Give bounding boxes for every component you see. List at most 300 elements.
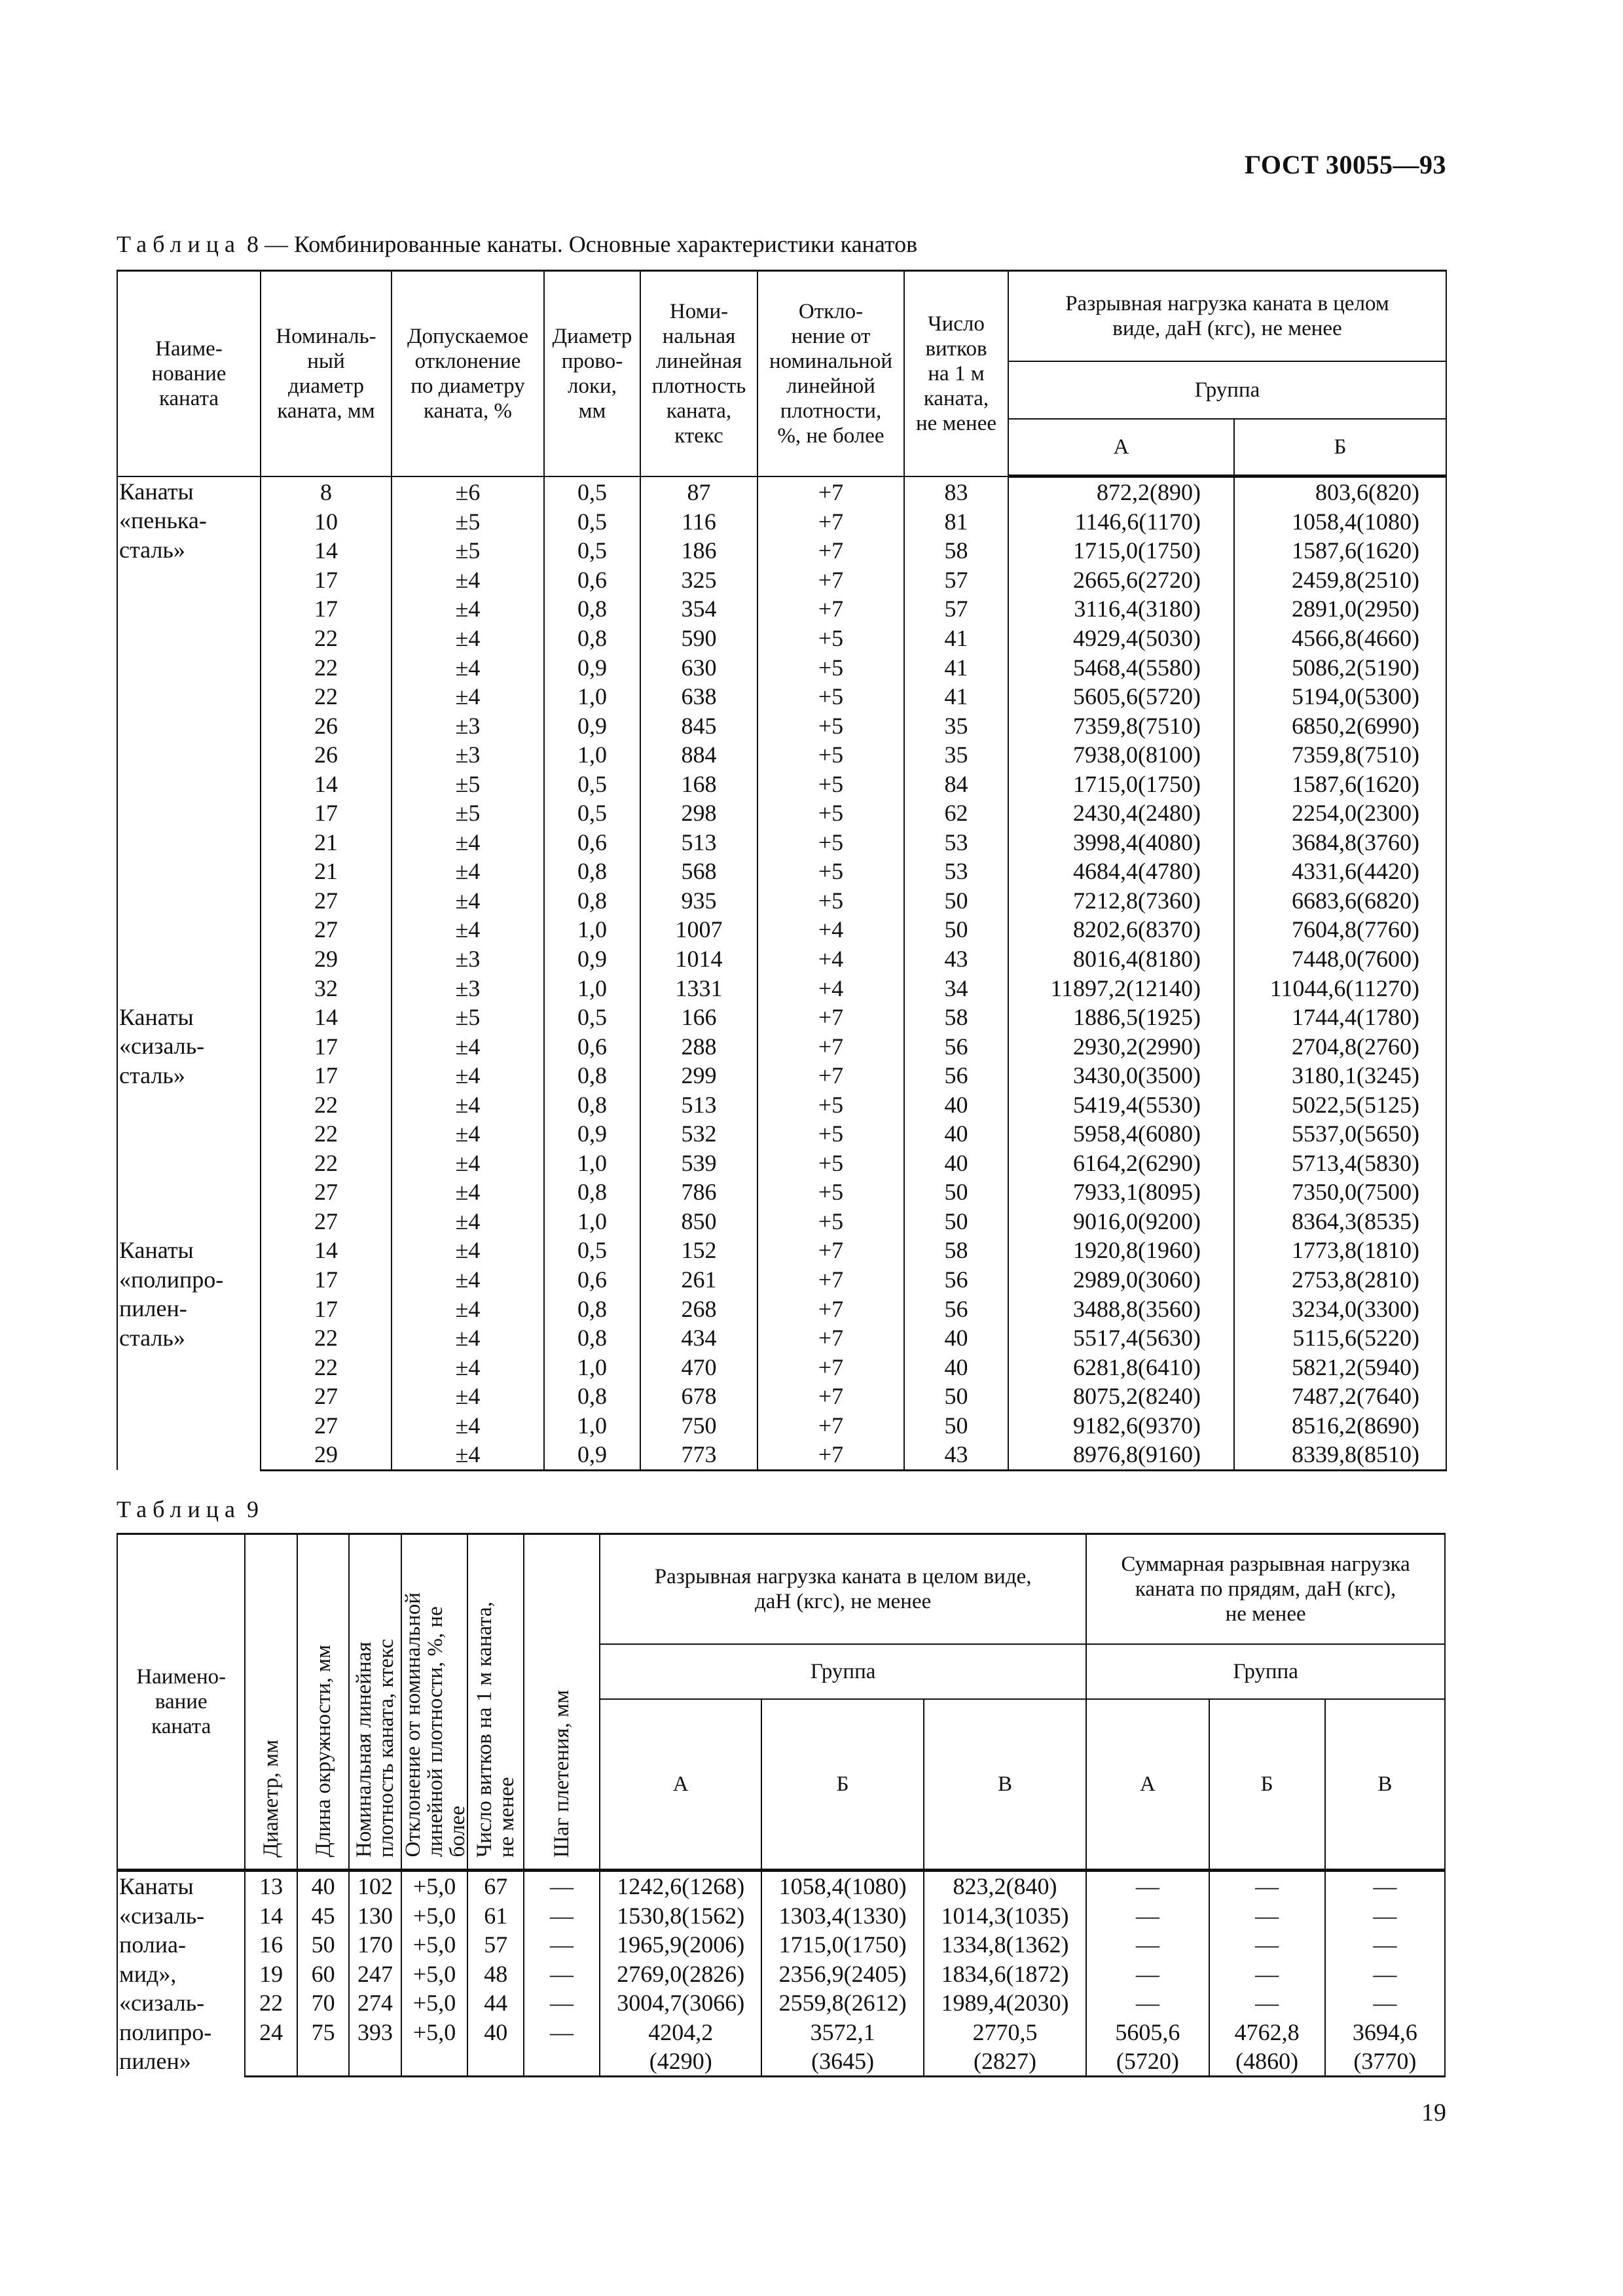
cell-tolerance: ±4 xyxy=(392,565,544,595)
cell-load-a: 7933,1(8095) xyxy=(1008,1177,1234,1207)
cell-load-a: 5517,4(5630) xyxy=(1008,1323,1234,1353)
cell-load-a: 2930,2(2990) xyxy=(1008,1031,1234,1061)
cell-turns: 57 xyxy=(467,1930,524,1960)
cell-load-a: 4204,2 (4290) xyxy=(600,2018,761,2077)
cell-tolerance: ±4 xyxy=(392,1031,544,1061)
cell-pitch: — xyxy=(524,1871,600,1901)
cell-diameter: 21 xyxy=(261,857,392,886)
cell-load-a: 8016,4(8180) xyxy=(1008,944,1234,974)
cell-tolerance: ±3 xyxy=(392,711,544,740)
cell-diameter: 13 xyxy=(245,1871,297,1901)
t9-header-pitch: Шаг плетения, мм xyxy=(524,1534,600,1871)
table-row xyxy=(117,1871,1445,1901)
cell-load-b: 8516,2(8690) xyxy=(1234,1411,1446,1441)
cell-load-a: 9182,6(9370) xyxy=(1008,1411,1234,1441)
cell-load-b: 5821,2(5940) xyxy=(1234,1352,1446,1382)
cell-density: 1007 xyxy=(640,915,757,944)
cell-tolerance: ±3 xyxy=(392,973,544,1003)
caption-word: Таблица xyxy=(117,1496,241,1522)
cell-strand-v: — xyxy=(1325,1871,1445,1901)
cell-load-b: 4566,8(4660) xyxy=(1234,624,1446,653)
cell-load-a: 5605,6(5720) xyxy=(1008,682,1234,711)
cell-strand-b: 4762,8 (4860) xyxy=(1209,2018,1325,2077)
cell-load-b: 1587,6(1620) xyxy=(1234,769,1446,798)
cell-load-a: 4684,4(4780) xyxy=(1008,857,1234,886)
cell-load-b: 2459,8(2510) xyxy=(1234,565,1446,595)
cell-load-b: 5022,5(5125) xyxy=(1234,1090,1446,1119)
cell-turns: 43 xyxy=(904,1440,1008,1470)
cell-diameter: 17 xyxy=(261,1265,392,1295)
cell-diameter: 27 xyxy=(261,1411,392,1441)
cell-diameter: 14 xyxy=(261,1003,392,1032)
cell-density: 750 xyxy=(640,1411,757,1441)
table-row xyxy=(117,769,1446,798)
cell-deviation: +5,0 xyxy=(401,1930,468,1960)
table-row xyxy=(117,2018,1445,2077)
cell-deviation: +5 xyxy=(757,740,904,770)
cell-density: 354 xyxy=(640,594,757,624)
header-name: Наиме- нование каната xyxy=(117,271,261,476)
table-row xyxy=(117,624,1446,653)
cell-load-a: 4929,4(5030) xyxy=(1008,624,1234,653)
cell-wire-diameter: 0,6 xyxy=(544,1265,640,1295)
cell-strand-v: — xyxy=(1325,1988,1445,2018)
table-row xyxy=(117,1177,1446,1207)
cell-turns: 41 xyxy=(904,624,1008,653)
cell-deviation: +7 xyxy=(757,1294,904,1323)
cell-load-b: 6683,6(6820) xyxy=(1234,886,1446,916)
cell-deviation: +5 xyxy=(757,886,904,916)
cell-deviation: +5 xyxy=(757,682,904,711)
cell-wire-diameter: 0,9 xyxy=(544,1440,640,1470)
t9-header-b2: Б xyxy=(1209,1699,1325,1871)
cell-diameter: 22 xyxy=(245,1988,297,2018)
cell-wire-diameter: 0,8 xyxy=(544,1382,640,1411)
cell-strand-a: — xyxy=(1086,1960,1209,1989)
cell-load-b: 7359,8(7510) xyxy=(1234,740,1446,770)
cell-deviation: +5 xyxy=(757,798,904,828)
cell-turns: 35 xyxy=(904,711,1008,740)
table-row xyxy=(117,1149,1446,1178)
cell-wire-diameter: 0,5 xyxy=(544,769,640,798)
cell-load-b: 1587,6(1620) xyxy=(1234,536,1446,565)
cell-load-b: 5086,2(5190) xyxy=(1234,653,1446,682)
table-row xyxy=(117,1207,1446,1236)
cell-load-a: 3116,4(3180) xyxy=(1008,594,1234,624)
cell-tolerance: ±4 xyxy=(392,1061,544,1090)
cell-diameter: 27 xyxy=(261,915,392,944)
table-row xyxy=(117,1382,1446,1411)
cell-load-a: 1146,6(1170) xyxy=(1008,507,1234,537)
t9-header-a2: А xyxy=(1086,1699,1209,1871)
cell-deviation: +7 xyxy=(757,1352,904,1382)
cell-circumference: 40 xyxy=(297,1871,349,1901)
cell-turns: 56 xyxy=(904,1265,1008,1295)
cell-tolerance: ±4 xyxy=(392,915,544,944)
header-group: Группа xyxy=(1008,361,1446,419)
cell-wire-diameter: 0,8 xyxy=(544,594,640,624)
cell-wire-diameter: 0,6 xyxy=(544,1031,640,1061)
cell-deviation: +7 xyxy=(757,594,904,624)
cell-density: 393 xyxy=(349,2018,401,2077)
cell-load-b: 2753,8(2810) xyxy=(1234,1265,1446,1295)
cell-load-b: 1715,0(1750) xyxy=(761,1930,923,1960)
cell-tolerance: ±4 xyxy=(392,624,544,653)
cell-load-a: 2989,0(3060) xyxy=(1008,1265,1234,1295)
rope-group-name: Канаты «сизаль- сталь» xyxy=(117,1003,261,1236)
cell-load-b: 2254,0(2300) xyxy=(1234,798,1446,828)
cell-wire-diameter: 0,9 xyxy=(544,711,640,740)
cell-load-b: 1303,4(1330) xyxy=(761,1901,923,1931)
cell-load-v: 2770,5 (2827) xyxy=(924,2018,1086,2077)
cell-density: 261 xyxy=(640,1265,757,1295)
cell-deviation: +7 xyxy=(757,1323,904,1353)
cell-turns: 40 xyxy=(904,1149,1008,1178)
cell-load-b: 1058,4(1080) xyxy=(761,1871,923,1901)
cell-tolerance: ±4 xyxy=(392,1265,544,1295)
cell-diameter: 19 xyxy=(245,1960,297,1989)
table-row xyxy=(117,1960,1445,1989)
cell-turns: 50 xyxy=(904,886,1008,916)
cell-turns: 48 xyxy=(467,1960,524,1989)
header-group-a: А xyxy=(1008,419,1234,476)
cell-diameter: 17 xyxy=(261,1294,392,1323)
cell-turns: 40 xyxy=(904,1119,1008,1149)
table-row xyxy=(117,1988,1445,2018)
cell-tolerance: ±4 xyxy=(392,1352,544,1382)
cell-load-v: 1989,4(2030) xyxy=(924,1988,1086,2018)
table-row xyxy=(117,1090,1446,1119)
cell-tolerance: ±4 xyxy=(392,594,544,624)
cell-load-b: 7487,2(7640) xyxy=(1234,1382,1446,1411)
table-9 xyxy=(117,1533,1446,2077)
cell-wire-diameter: 0,5 xyxy=(544,1003,640,1032)
cell-density: 186 xyxy=(640,536,757,565)
table-row xyxy=(117,1119,1446,1149)
cell-density: 513 xyxy=(640,828,757,857)
cell-turns: 50 xyxy=(904,1382,1008,1411)
cell-tolerance: ±3 xyxy=(392,740,544,770)
cell-deviation: +5,0 xyxy=(401,1960,468,1989)
cell-wire-diameter: 0,8 xyxy=(544,624,640,653)
cell-strand-a: 5605,6 (5720) xyxy=(1086,2018,1209,2077)
cell-tolerance: ±4 xyxy=(392,682,544,711)
cell-deviation: +7 xyxy=(757,476,904,507)
cell-diameter: 29 xyxy=(261,944,392,974)
cell-turns: 40 xyxy=(904,1352,1008,1382)
cell-load-a: 1886,5(1925) xyxy=(1008,1003,1234,1032)
cell-density: 638 xyxy=(640,682,757,711)
cell-tolerance: ±4 xyxy=(392,886,544,916)
cell-wire-diameter: 1,0 xyxy=(544,682,640,711)
cell-deviation: +4 xyxy=(757,973,904,1003)
cell-turns: 56 xyxy=(904,1294,1008,1323)
cell-load-a: 1242,6(1268) xyxy=(600,1871,761,1901)
cell-deviation: +7 xyxy=(757,1382,904,1411)
cell-turns: 56 xyxy=(904,1031,1008,1061)
t9-header-diameter: Диаметр, мм xyxy=(245,1534,297,1871)
cell-load-a: 1965,9(2006) xyxy=(600,1930,761,1960)
cell-wire-diameter: 1,0 xyxy=(544,1352,640,1382)
cell-density: 513 xyxy=(640,1090,757,1119)
cell-deviation: +5,0 xyxy=(401,1871,468,1901)
cell-turns: 35 xyxy=(904,740,1008,770)
cell-diameter: 27 xyxy=(261,886,392,916)
table-row xyxy=(117,857,1446,886)
cell-deviation: +7 xyxy=(757,1411,904,1441)
cell-wire-diameter: 0,8 xyxy=(544,1294,640,1323)
table-row xyxy=(117,828,1446,857)
rope-group-name: Канаты «полипро- пилен- сталь» xyxy=(117,1236,261,1470)
cell-turns: 58 xyxy=(904,1236,1008,1265)
table-9-caption xyxy=(117,1496,259,1523)
cell-deviation: +5 xyxy=(757,1119,904,1149)
cell-density: 935 xyxy=(640,886,757,916)
cell-density: 1331 xyxy=(640,973,757,1003)
cell-density: 298 xyxy=(640,798,757,828)
cell-diameter: 22 xyxy=(261,1119,392,1149)
cell-load-b: 7448,0(7600) xyxy=(1234,944,1446,974)
cell-density: 434 xyxy=(640,1323,757,1353)
cell-load-a: 1715,0(1750) xyxy=(1008,536,1234,565)
cell-turns: 53 xyxy=(904,828,1008,857)
t9-header-density: Номинальная линейная плотность каната, ктекс xyxy=(349,1534,401,1871)
cell-density: 299 xyxy=(640,1061,757,1090)
table-row xyxy=(117,476,1446,507)
table-row xyxy=(117,1411,1446,1441)
cell-density: 470 xyxy=(640,1352,757,1382)
table-row xyxy=(117,565,1446,595)
cell-tolerance: ±4 xyxy=(392,1440,544,1470)
cell-load-b: 8339,8(8510) xyxy=(1234,1440,1446,1470)
cell-diameter: 17 xyxy=(261,1031,392,1061)
cell-deviation: +5 xyxy=(757,711,904,740)
cell-load-v: 823,2(840) xyxy=(924,1871,1086,1901)
cell-strand-v: — xyxy=(1325,1930,1445,1960)
cell-load-b: 3234,0(3300) xyxy=(1234,1294,1446,1323)
cell-diameter: 16 xyxy=(245,1930,297,1960)
cell-turns: 40 xyxy=(904,1090,1008,1119)
cell-turns: 58 xyxy=(904,536,1008,565)
cell-turns: 67 xyxy=(467,1871,524,1901)
cell-deviation: +7 xyxy=(757,565,904,595)
cell-diameter: 17 xyxy=(261,1061,392,1090)
cell-tolerance: ±4 xyxy=(392,828,544,857)
cell-deviation: +5 xyxy=(757,653,904,682)
cell-load-a: 1530,8(1562) xyxy=(600,1901,761,1931)
cell-turns: 41 xyxy=(904,682,1008,711)
cell-diameter: 22 xyxy=(261,1149,392,1178)
cell-load-b: 2891,0(2950) xyxy=(1234,594,1446,624)
cell-deviation: +5,0 xyxy=(401,2018,468,2077)
t9-header-a1: А xyxy=(600,1699,761,1871)
cell-density: 325 xyxy=(640,565,757,595)
cell-load-v: 1334,8(1362) xyxy=(924,1930,1086,1960)
table-row xyxy=(117,1930,1445,1960)
cell-load-b: 1058,4(1080) xyxy=(1234,507,1446,537)
cell-turns: 44 xyxy=(467,1988,524,2018)
cell-wire-diameter: 1,0 xyxy=(544,973,640,1003)
caption-text: 9 xyxy=(240,1496,259,1522)
cell-tolerance: ±3 xyxy=(392,944,544,974)
cell-diameter: 8 xyxy=(261,476,392,507)
cell-circumference: 75 xyxy=(297,2018,349,2077)
cell-wire-diameter: 0,9 xyxy=(544,1119,640,1149)
table-row xyxy=(117,507,1446,537)
cell-load-a: 2430,4(2480) xyxy=(1008,798,1234,828)
cell-deviation: +5,0 xyxy=(401,1901,468,1931)
cell-density: 539 xyxy=(640,1149,757,1178)
cell-load-b: 5115,6(5220) xyxy=(1234,1323,1446,1353)
cell-deviation: +7 xyxy=(757,536,904,565)
cell-diameter: 14 xyxy=(261,536,392,565)
cell-diameter: 22 xyxy=(261,1352,392,1382)
cell-tolerance: ±5 xyxy=(392,798,544,828)
cell-density: 166 xyxy=(640,1003,757,1032)
table-row xyxy=(117,973,1446,1003)
table-9-body xyxy=(117,1871,1445,2077)
cell-tolerance: ±5 xyxy=(392,507,544,537)
cell-load-v: 1834,6(1872) xyxy=(924,1960,1086,1989)
table-row xyxy=(117,886,1446,916)
cell-load-b: 7350,0(7500) xyxy=(1234,1177,1446,1207)
cell-density: 884 xyxy=(640,740,757,770)
cell-pitch: — xyxy=(524,2018,600,2077)
cell-tolerance: ±4 xyxy=(392,1149,544,1178)
cell-diameter: 22 xyxy=(261,653,392,682)
cell-deviation: +5 xyxy=(757,1149,904,1178)
t9-header-turns: Число витков на 1 м каната, не менее xyxy=(467,1534,524,1871)
cell-strand-b: — xyxy=(1209,1960,1325,1989)
cell-load-a: 5958,4(6080) xyxy=(1008,1119,1234,1149)
rope-group-name: Канаты «пенька- сталь» xyxy=(117,476,261,1003)
cell-density: 568 xyxy=(640,857,757,886)
cell-deviation: +5 xyxy=(757,1207,904,1236)
cell-density: 130 xyxy=(349,1901,401,1931)
cell-wire-diameter: 0,5 xyxy=(544,507,640,537)
cell-load-b: 803,6(820) xyxy=(1234,476,1446,507)
t9-header-group-1: Группа xyxy=(600,1644,1086,1699)
cell-wire-diameter: 0,8 xyxy=(544,857,640,886)
cell-wire-diameter: 0,5 xyxy=(544,536,640,565)
cell-load-b: 2559,8(2612) xyxy=(761,1988,923,2018)
cell-density: 288 xyxy=(640,1031,757,1061)
table-row xyxy=(117,536,1446,565)
cell-deviation: +5 xyxy=(757,624,904,653)
cell-density: 102 xyxy=(349,1871,401,1901)
cell-load-a: 5419,4(5530) xyxy=(1008,1090,1234,1119)
cell-density: 247 xyxy=(349,1960,401,1989)
cell-load-b: 3572,1 (3645) xyxy=(761,2018,923,2077)
cell-wire-diameter: 0,9 xyxy=(544,653,640,682)
cell-wire-diameter: 1,0 xyxy=(544,1207,640,1236)
cell-circumference: 45 xyxy=(297,1901,349,1931)
cell-load-a: 6164,2(6290) xyxy=(1008,1149,1234,1178)
cell-load-b: 5537,0(5650) xyxy=(1234,1119,1446,1149)
table-row xyxy=(117,711,1446,740)
cell-diameter: 26 xyxy=(261,740,392,770)
cell-diameter: 29 xyxy=(261,1440,392,1470)
cell-load-a: 872,2(890) xyxy=(1008,476,1234,507)
cell-turns: 40 xyxy=(467,2018,524,2077)
t9-header-v2: В xyxy=(1325,1699,1445,1871)
cell-density: 170 xyxy=(349,1930,401,1960)
table-row xyxy=(117,1352,1446,1382)
cell-density: 168 xyxy=(640,769,757,798)
cell-deviation: +5 xyxy=(757,857,904,886)
table-row xyxy=(117,1323,1446,1353)
cell-turns: 81 xyxy=(904,507,1008,537)
cell-tolerance: ±4 xyxy=(392,653,544,682)
cell-tolerance: ±4 xyxy=(392,1323,544,1353)
cell-tolerance: ±5 xyxy=(392,1003,544,1032)
cell-turns: 40 xyxy=(904,1323,1008,1353)
cell-deviation: +7 xyxy=(757,1265,904,1295)
cell-diameter: 17 xyxy=(261,798,392,828)
cell-wire-diameter: 0,5 xyxy=(544,798,640,828)
cell-deviation: +7 xyxy=(757,1031,904,1061)
table-row xyxy=(117,798,1446,828)
cell-strand-a: — xyxy=(1086,1930,1209,1960)
cell-load-a: 1715,0(1750) xyxy=(1008,769,1234,798)
cell-diameter: 14 xyxy=(245,1901,297,1931)
cell-pitch: — xyxy=(524,1988,600,2018)
cell-load-a: 7938,0(8100) xyxy=(1008,740,1234,770)
cell-density: 87 xyxy=(640,476,757,507)
cell-load-b: 3684,8(3760) xyxy=(1234,828,1446,857)
table-row xyxy=(117,1003,1446,1032)
cell-strand-a: — xyxy=(1086,1871,1209,1901)
cell-wire-diameter: 0,5 xyxy=(544,476,640,507)
cell-load-b: 5194,0(5300) xyxy=(1234,682,1446,711)
cell-load-a: 8976,8(9160) xyxy=(1008,1440,1234,1470)
table-row xyxy=(117,915,1446,944)
cell-circumference: 50 xyxy=(297,1930,349,1960)
cell-load-b: 7604,8(7760) xyxy=(1234,915,1446,944)
cell-diameter: 10 xyxy=(261,507,392,537)
cell-strand-b: — xyxy=(1209,1988,1325,2018)
cell-turns: 43 xyxy=(904,944,1008,974)
cell-load-a: 2665,6(2720) xyxy=(1008,565,1234,595)
cell-tolerance: ±4 xyxy=(392,1090,544,1119)
cell-wire-diameter: 0,6 xyxy=(544,828,640,857)
cell-tolerance: ±4 xyxy=(392,1382,544,1411)
header-diameter: Номиналь- ный диаметр каната, мм xyxy=(261,271,392,476)
cell-turns: 41 xyxy=(904,653,1008,682)
cell-wire-diameter: 1,0 xyxy=(544,915,640,944)
cell-turns: 84 xyxy=(904,769,1008,798)
cell-turns: 50 xyxy=(904,915,1008,944)
cell-strand-v: — xyxy=(1325,1901,1445,1931)
t9-header-b1: Б xyxy=(761,1699,923,1871)
cell-diameter: 14 xyxy=(261,769,392,798)
table-row xyxy=(117,1061,1446,1090)
cell-density: 532 xyxy=(640,1119,757,1149)
cell-turns: 61 xyxy=(467,1901,524,1931)
cell-wire-diameter: 1,0 xyxy=(544,1149,640,1178)
cell-wire-diameter: 0,8 xyxy=(544,1177,640,1207)
cell-diameter: 22 xyxy=(261,624,392,653)
cell-density: 116 xyxy=(640,507,757,537)
cell-circumference: 70 xyxy=(297,1988,349,2018)
cell-turns: 62 xyxy=(904,798,1008,828)
cell-strand-v: 3694,6 (3770) xyxy=(1325,2018,1445,2077)
cell-diameter: 14 xyxy=(261,1236,392,1265)
cell-strand-v: — xyxy=(1325,1960,1445,1989)
cell-load-v: 1014,3(1035) xyxy=(924,1901,1086,1931)
cell-load-a: 7212,8(7360) xyxy=(1008,886,1234,916)
cell-turns: 56 xyxy=(904,1061,1008,1090)
